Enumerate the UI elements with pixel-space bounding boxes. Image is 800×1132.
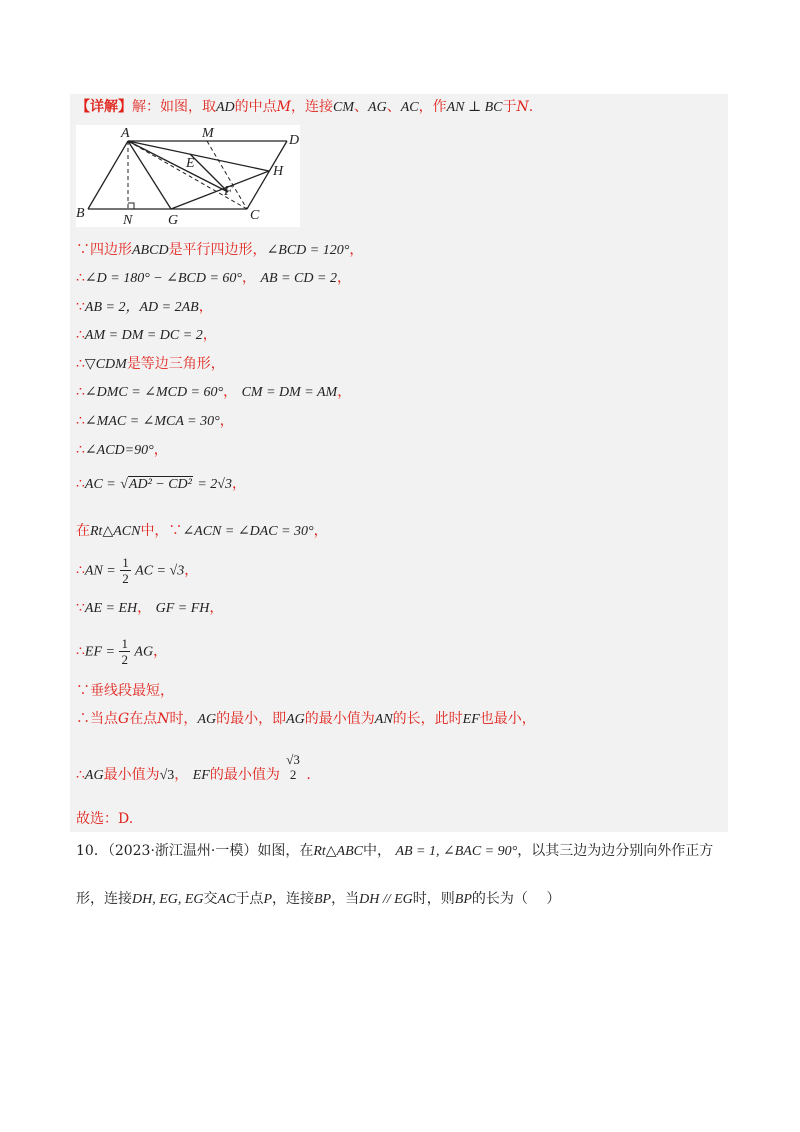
step-3: ∵AB = 2，AD = 2AB， [76,299,213,315]
step-14: ∵垂线段最短， [76,683,174,699]
label-n: N [123,213,133,227]
step-5: ∴▽CDM是等边三角形， [76,356,225,372]
label-e: E [186,156,195,171]
step-4: ∴AM = DM = DC = 2， [76,327,217,343]
fraction-half: $\frac{1}{2}$ [122,555,129,586]
geometry-figure [76,125,300,227]
label-m: M [202,126,214,141]
step-2: ∴∠D = 180° − ∠BCD = 60°， AB = CD = 2， [76,270,351,286]
step-16: ∴AG最小值为√3， EF的最小值为 √3 2 . [76,752,311,783]
label-b: B [76,206,85,221]
label-h: H [273,164,284,179]
question-10-line-2: 形，连接DH, EG, EG交AC于点P，连接BP，当DH // EG时，则BP的长为（ ） [76,891,561,907]
step-8: ∴∠ACD=90°， [76,442,168,458]
step-9: ∴AC = √AD² − CD² = 2√3， [76,476,246,492]
step-10: 在Rt△ACN中，∵∠ACN = ∠DAC = 30°， [76,523,328,539]
label-g: G [168,213,179,227]
step-15: ∴当点G在点N时，AG的最小，即AG的最小值为AN的长，此时EF也最小， [76,711,536,727]
step-6: ∴∠DMC = ∠MCD = 60°， CM = DM = AM， [76,384,352,400]
solution-intro: 【详解】解：如图，取AD的中点M，连接CM、AG、AC，作AN ⊥ BC于N. [76,99,534,115]
detail-tag: 【详解】 [76,99,132,115]
step-17-answer: 故选：D. [76,811,134,827]
step-7: ∴∠MAC = ∠MCA = 30°， [76,413,234,429]
question-10-line-1: 10．（2023·浙江温州·一模）如图，在Rt△ABC中， AB = 1, ∠BAC = 90°，以其三边为边分别向外作正方 [76,843,714,859]
label-a: A [121,126,130,141]
step-11: ∴AN = $\frac{1}{2}$ AC = √3， [76,555,199,586]
step-12: ∵AE = EH， GF = FH， [76,600,224,616]
step-1: ∵四边形ABCD是平行四边形，∠BCD = 120°， [76,242,364,258]
label-f: F [224,184,233,199]
fraction-sqrt3-over-2: √3 2 [286,752,300,782]
label-d: D [289,133,300,148]
parallelogram-diagram [76,125,300,227]
label-c: C [250,208,260,223]
fraction-half: $\frac{1}{2}$ [121,636,128,667]
step-13: ∴EF = $\frac{1}{2}$ AG， [76,636,168,667]
